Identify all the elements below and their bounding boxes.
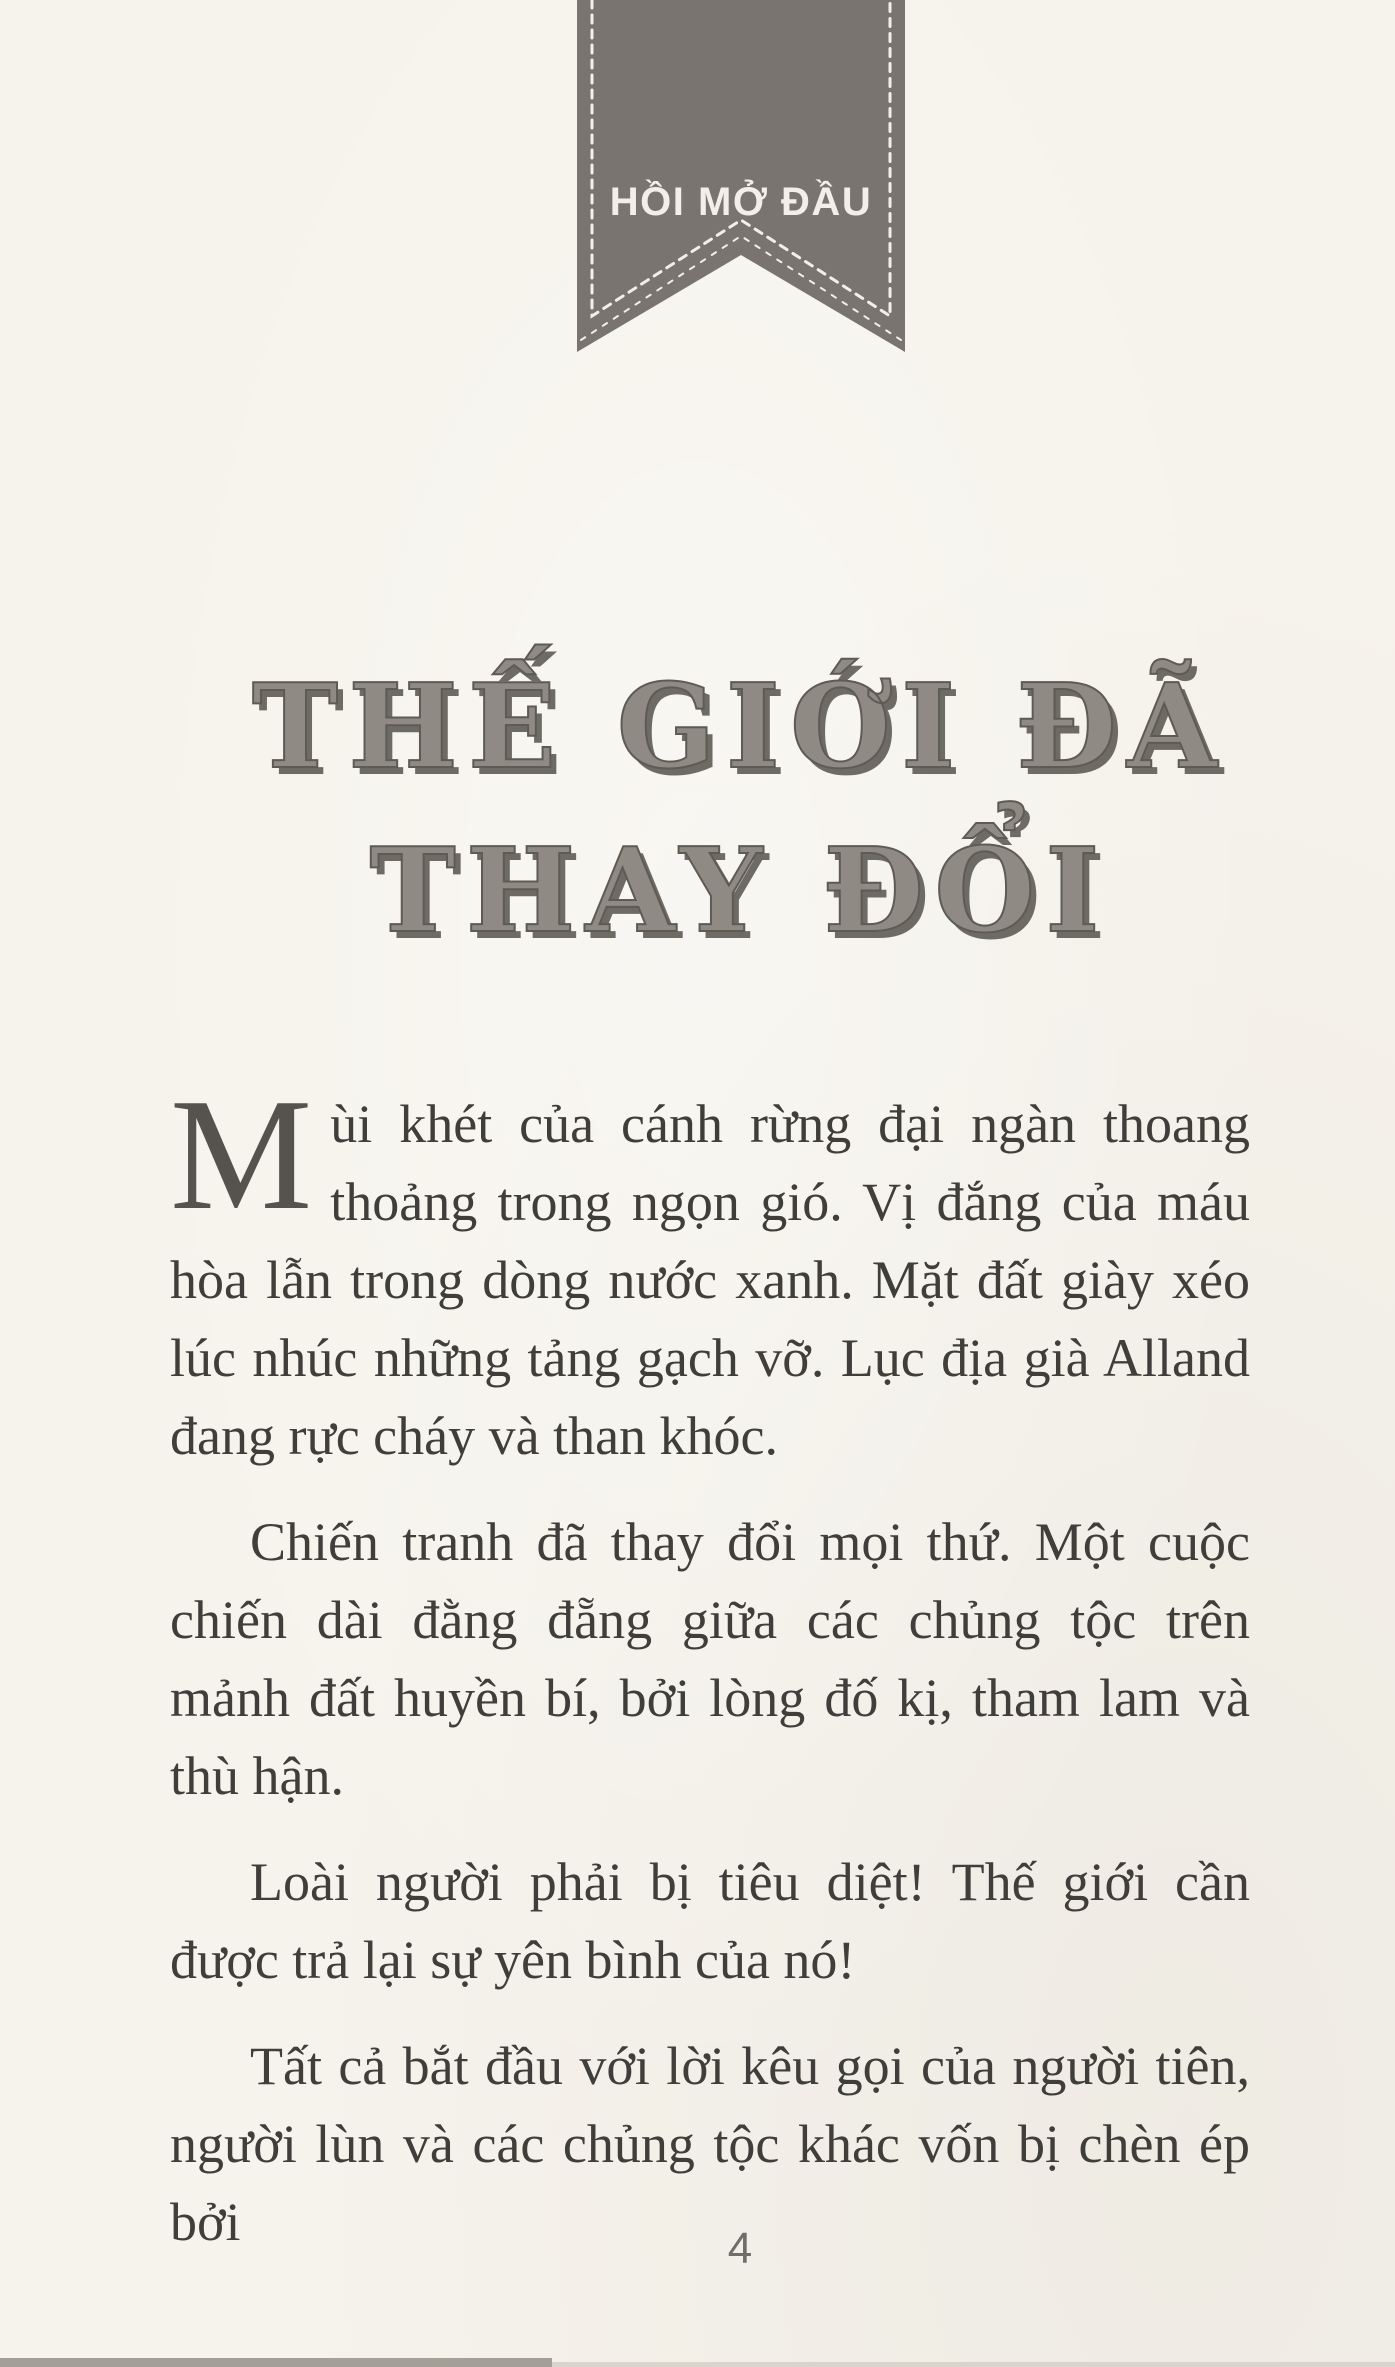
scan-edge-strip: [0, 2358, 552, 2367]
paragraph-4: Tất cả bắt đầu với lời kêu gọi của người tiên, người lùn và các chủng tộc khác vốn bị chèn ép bởi: [170, 2036, 1250, 2252]
body-text: [170, 1065, 1250, 2289]
drop-cap: M: [170, 1065, 313, 1243]
page-number: 4: [727, 2224, 753, 2273]
chapter-title-line-1: THẾ GIỚI ĐÃ: [251, 659, 1228, 795]
chapter-title-line-2: THAY ĐỔI: [369, 823, 1110, 959]
chapter-title: [42, 645, 1395, 973]
paragraph-1: [170, 1065, 1250, 1475]
paragraph-1-text: ùi khét của cánh rừng đại ngàn thoang thoảng trong ngọn gió. Vị đắng của máu hòa lẫn trong dòng nước xanh. Mặt đất giày xéo lúc nhúc những tảng gạch vỡ. Lục địa già Alland đang rực cháy và than khóc.: [170, 1094, 1250, 1466]
paragraph-2: Chiến tranh đã thay đổi mọi thứ. Một cuộc chiến dài đằng đẵng giữa các chủng tộc trên mảnh đất huyền bí, bởi lòng đố kị, tham lam và thù hận.: [170, 1512, 1250, 1806]
paragraph-3: Loài người phải bị tiêu diệt! Thế giới cần được trả lại sự yên bình của nó!: [170, 1852, 1250, 1990]
chapter-ribbon: [577, 0, 905, 352]
chapter-ribbon-label: HỒI MỞ ĐẦU: [609, 180, 873, 224]
ribbon-shape: [577, 0, 905, 352]
